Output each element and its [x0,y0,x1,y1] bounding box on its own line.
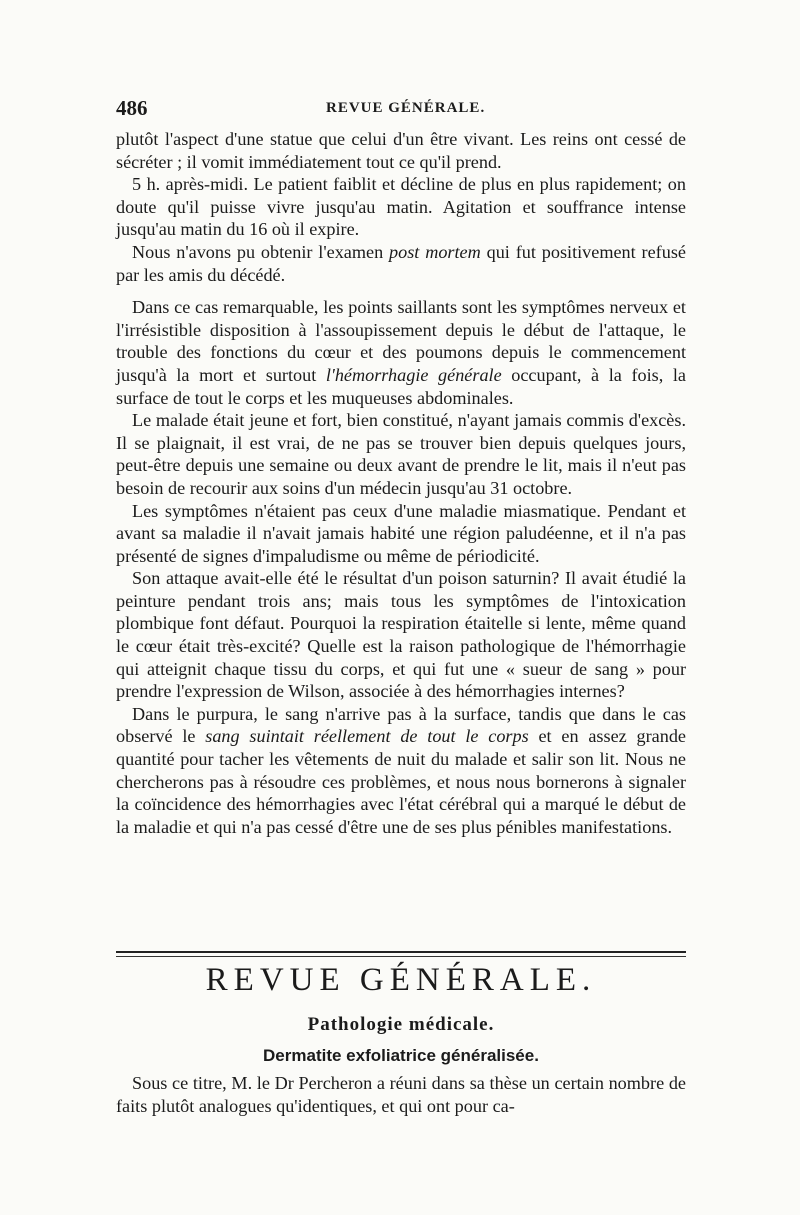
text-segment: Dans le purpura, le sang n'arrive pas à la surface, tandis que dans le cas observé le [116,703,686,747]
text-segment: plutôt l'aspect d'une statue que celui d'un être vivant. Les reins ont cessé de sécréter ; il vomit immédiatement tout ce qu'il prend. [116,129,686,172]
text-segment: Le malade était jeune et fort, bien constitué, n'ayant jamais commis d'excès. Il se plaignait, il est vrai, de ne pas se trouver bien depuis quelques jours, peut-être depuis une semaine ou deux avant de prendre le lit, mais il n'eut pas besoin de recourir aux soins d'un médecin jusqu'au 31 octobre. [116,410,686,498]
paragraph [116,296,686,409]
paragraph [116,128,686,173]
subsection-heading: Pathologie médicale. [307,1014,495,1035]
divider-rule-thick [116,951,686,953]
text-segment: qui fut positivement refusé par les amis du décédé. [116,241,686,285]
paragraph [116,703,686,839]
article-title: Dermatite exfoliatrice généralisée. [263,1046,539,1065]
italic-phrase: post mortem [389,241,481,262]
text-segment: Dans ce cas remarquable, les points saillants sont les symptômes nerveux et l'irrésistible disposition à l'assoupissement depuis le début de l'attaque, le trouble des fonctions du cœur et des poumons depuis le commencement jusqu'à la mort et surtout [116,297,686,385]
paragraph [116,409,686,499]
article-opening [116,1072,686,1117]
text-segment: Nous n'avons pu obtenir l'examen [132,241,390,262]
paragraph [116,500,686,568]
page-header [116,96,690,122]
text-segment: et en assez grande quantité pour tacher les vêtements de nuit du malade et salir son lit. Nous ne chercherons pas à résoudre ces problèmes, et nous nous bornerons à signaler la coïncidence des hémorrhagies avec l'état cérébral qui a marqué le début de la maladie et qui n'a pas cessé d'être une de ses plus pénibles manifestations. [116,726,686,837]
paragraph-gap [116,286,686,296]
paragraph [116,241,686,286]
page-number: 486 [116,96,148,120]
text-segment: Les symptômes n'étaient pas ceux d'une maladie miasmatique. Pendant et avant sa maladie il n'avait jamais habité une région paludéenne, et il n'a pas présenté de signes d'impaludisme ou même de périodicité. [116,500,686,566]
text-segment: Son attaque avait-elle été le résultat d'un poison saturnin? Il avait étudié la peinture pendant trois ans; mais tous les symptômes de l'intoxication plombique font défaut. Pourquoi la respiration étaitelle si lente, même quand le cœur était très-excité? Quelle est la raison pathologique de l'hémorrhagie qui atteignit chaque tissu du corps, et qui fut une « sueur de sang » pour prendre l'expression de Wilson, associée à des hémorrhagies internes? [116,568,686,702]
running-head: REVUE GÉNÉRALE. [326,100,486,116]
section-divider [116,951,686,960]
italic-phrase: l'hémorrhagie générale [325,364,502,385]
paragraph [116,567,686,703]
paragraph [116,173,686,241]
divider-rule-thin [116,956,686,957]
text-segment: occupant, à la fois, la surface de tout le corps et les muqueuses abdominales. [116,364,686,408]
paragraph: Sous ce titre, M. le Dr Percheron a réuni dans sa thèse un certain nombre de faits plutôt analogues qu'identiques, et qui ont pour ca- [116,1073,686,1116]
italic-phrase: sang suintait réellement de tout le corps [205,726,529,747]
body-text [116,128,686,838]
text-segment: 5 h. après-midi. Le patient faiblit et décline de plus en plus rapidement; on doute qu'il puisse vivre jusqu'au matin. Agitation et souffrance intense jusqu'au matin du 16 où il expire. [116,174,686,240]
section-title: REVUE GÉNÉRALE. [205,962,597,998]
